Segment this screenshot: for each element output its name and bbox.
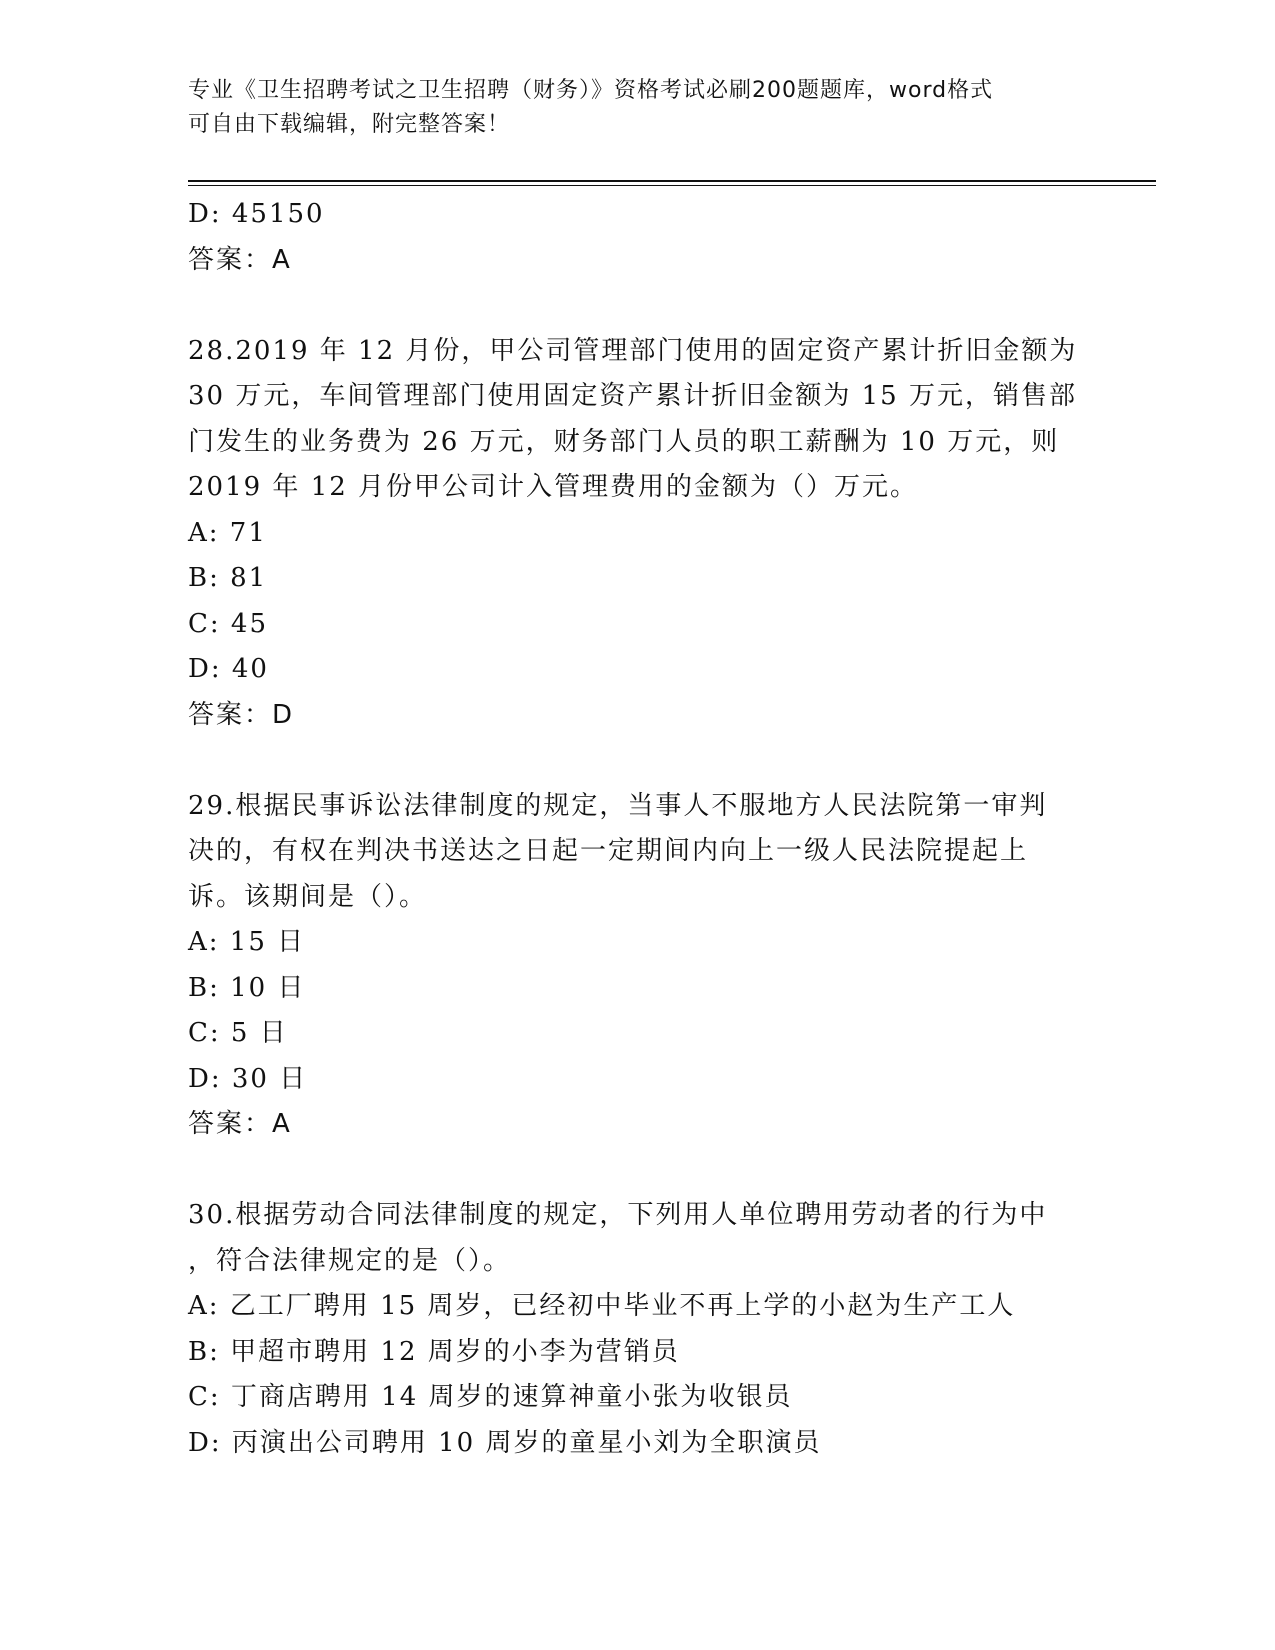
question-29 — [188, 784, 1088, 1148]
question-text-line: 30 万元，车间管理部门使用固定资产累计折旧金额为 15 万元，销售部 — [188, 381, 1077, 411]
option-d: D: 40 — [188, 654, 269, 684]
header-line-1: 专业《卫生招聘考试之卫生招聘（财务）》资格考试必刷200题题库，word格式 — [188, 78, 994, 103]
spacer — [188, 738, 1088, 784]
spacer — [188, 1148, 1088, 1194]
question-28 — [188, 329, 1088, 739]
question-text-line: ，符合法律规定的是（）。 — [188, 1245, 512, 1276]
option-a: A: 15 日 — [188, 927, 306, 957]
header-line-2: 可自由下载编辑，附完整答案！ — [188, 112, 511, 137]
question-text-line: 28.2019 年 12 月份，甲公司管理部门使用的固定资产累计折旧金额为 — [188, 335, 1078, 366]
option-b: B: 81 — [188, 563, 268, 593]
option-c: C: 丁商店聘用 14 周岁的速算神童小张为收银员 — [188, 1382, 793, 1412]
option-b: B: 10 日 — [188, 972, 306, 1003]
question-text-line: 30.根据劳动合同法律制度的规定，下列用人单位聘用劳动者的行为中 — [188, 1200, 1048, 1230]
question-text-line: 29.根据民事诉讼法律制度的规定，当事人不服地方人民法院第一审判 — [188, 790, 1048, 821]
option-d: D: 丙演出公司聘用 10 周岁的童星小刘为全职演员 — [188, 1427, 822, 1458]
answer-line: 答案：A — [188, 244, 292, 275]
question-30 — [188, 1193, 1088, 1466]
document-header — [188, 74, 1088, 142]
answer-line: 答案：D — [188, 699, 295, 730]
question-text-line: 2019 年 12 月份甲公司计入管理费用的金额为（）万元。 — [188, 472, 919, 502]
option-a: A: 71 — [188, 517, 267, 548]
option-b: B: 甲超市聘用 12 周岁的小李为营销员 — [188, 1336, 680, 1367]
question-text-line: 诉。该期间是（）。 — [188, 881, 428, 912]
header-rule-thick — [188, 180, 1156, 182]
option-d: D: 30 日 — [188, 1063, 308, 1094]
prev-question — [188, 192, 1088, 283]
option-a: A: 乙工厂聘用 15 周岁，已经初中毕业不再上学的小赵为生产工人 — [188, 1291, 1016, 1321]
document-body — [188, 192, 1088, 1466]
answer-line: 答案：A — [188, 1109, 292, 1139]
option-c: C: 45 — [188, 608, 269, 639]
option-d: D: 45150 — [188, 199, 325, 229]
spacer — [188, 283, 1088, 329]
question-text-line: 决的，有权在判决书送达之日起一定期间内向上一级人民法院提起上 — [188, 836, 1029, 866]
question-text-line: 门发生的业务费为 26 万元，财务部门人员的职工薪酬为 10 万元，则 — [188, 426, 1060, 457]
option-c: C: 5 日 — [188, 1018, 288, 1048]
header-rule-thin — [188, 185, 1156, 186]
